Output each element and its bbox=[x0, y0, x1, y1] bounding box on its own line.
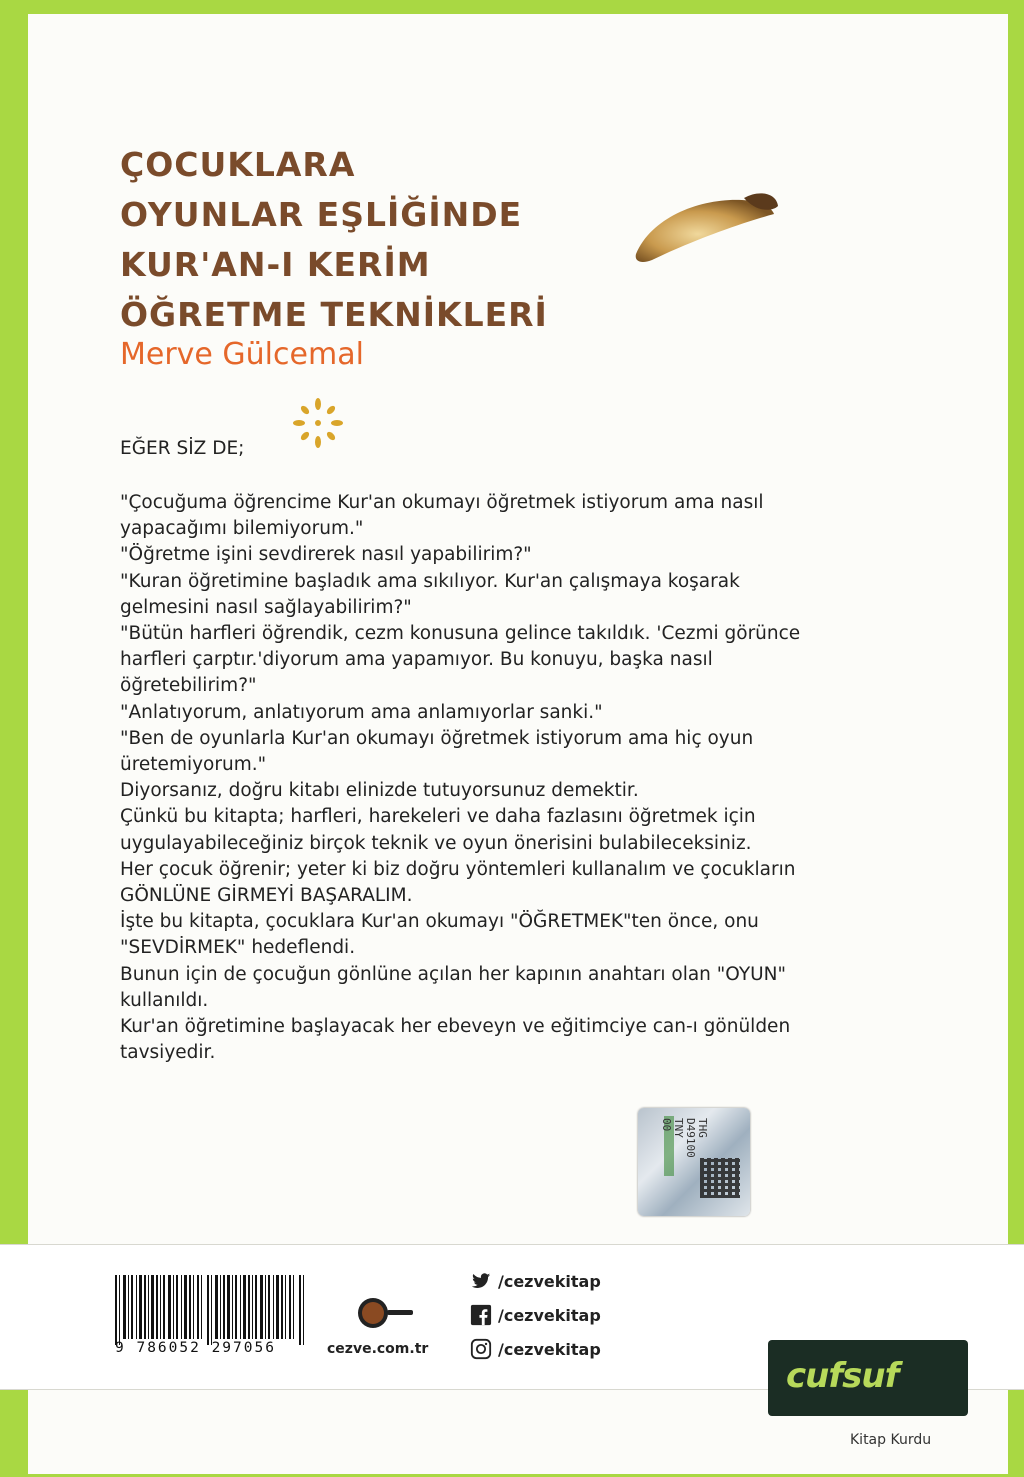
blurb-line: Çünkü bu kitapta; harfleri, harekeleri ve daha fazlasını öğretmek için bbox=[120, 806, 756, 828]
hologram-sticker bbox=[638, 1108, 750, 1216]
blurb-line: gelmesini nasıl sağlayabilirim?" bbox=[120, 596, 412, 618]
blurb-line: "Çocuğuma öğrencime Kur'an okumayı öğretmek istiyorum ama nasıl bbox=[120, 492, 764, 513]
instagram-link[interactable] bbox=[470, 1338, 601, 1360]
blurb-line: uygulayabileceğiniz birçok teknik ve oyun önerisini bulabileceksiniz. bbox=[120, 832, 752, 854]
instagram-handle: /cezvekitap bbox=[498, 1339, 601, 1359]
seed-illustration bbox=[632, 186, 782, 266]
blurb-line: Her çocuk öğrenir; yeter ki biz doğru yöntemleri kullanalım ve çocukların bbox=[120, 858, 796, 880]
publisher-website[interactable]: cezve.com.tr bbox=[327, 1341, 429, 1357]
title-line: ÇOCUKLARA bbox=[120, 145, 356, 184]
title-line: OYUNLAR EŞLİĞİNDE bbox=[120, 195, 523, 234]
author-name: Merve Gülcemal bbox=[120, 337, 364, 372]
facebook-link[interactable] bbox=[470, 1304, 601, 1326]
blurb-line: öğretebilirim?" bbox=[120, 675, 257, 697]
watermark-caption: Kitap Kurdu bbox=[850, 1432, 932, 1448]
blurb-line: "Bütün harfleri öğrendik, cezm konusuna gelince takıldık. 'Cezmi görünce bbox=[120, 623, 801, 645]
blurb-line: "Ben de oyunlarla Kur'an okumayı öğretmek istiyorum ama hiç oyun bbox=[120, 727, 754, 749]
qr-code-icon bbox=[700, 1158, 740, 1198]
blurb-line: "Kuran öğretimine başladık ama sıkılıyor. Kur'an çalışmaya koşarak bbox=[120, 570, 740, 592]
title-line: ÖĞRETME TEKNİKLERİ bbox=[120, 295, 548, 334]
sticker-code: THG D49100 TNY 00 bbox=[660, 1118, 709, 1158]
blurb-line: yapacağımı bilemiyorum." bbox=[120, 518, 364, 540]
cezve-logo-icon bbox=[355, 1295, 417, 1331]
sun-icon bbox=[290, 395, 346, 451]
twitter-link[interactable] bbox=[470, 1270, 601, 1292]
blurb-line: tavsiyedir. bbox=[120, 1042, 216, 1064]
instagram-icon bbox=[470, 1338, 492, 1360]
book-title bbox=[120, 140, 548, 340]
blurb-line: kullanıldı. bbox=[120, 989, 209, 1011]
blurb-line: Diyorsanız, doğru kitabı elinizde tutuyorsunuz demektir. bbox=[120, 780, 639, 802]
twitter-icon bbox=[470, 1270, 492, 1292]
blurb-line: Kur'an öğretimine başlayacak her ebeveyn ve eğitimciye can-ı gönülden bbox=[120, 1016, 791, 1038]
title-line: KUR'AN-I KERİM bbox=[120, 245, 431, 284]
blurb-line: "Öğretme işini sevdirerek nasıl yapabilirim?" bbox=[120, 544, 532, 566]
blurb-line: üretemiyorum." bbox=[120, 754, 267, 776]
blurb-line: Bunun için de çocuğun gönlüne açılan her kapının anahtarı olan "OYUN" bbox=[120, 963, 787, 985]
blurb-line: GÖNLÜNE GİRMEYİ BAŞARALIM. bbox=[120, 885, 413, 907]
isbn-number: 9 786052 297056 bbox=[115, 1340, 276, 1356]
blurb-line: "SEVDİRMEK" hedeflendi. bbox=[120, 937, 356, 959]
facebook-handle: /cezvekitap bbox=[498, 1305, 601, 1325]
blurb-line: harfleri çarptır.'diyorum ama yapamıyor. Bu konuyu, başka nasıl bbox=[120, 649, 713, 671]
blurb-text bbox=[120, 490, 810, 1066]
blurb-line: İşte bu kitapta, çocuklara Kur'an okumayı "ÖĞRETMEK"ten önce, onu bbox=[120, 911, 759, 933]
blurb-line: "Anlatıyorum, anlatıyorum ama anlamıyorlar sanki." bbox=[120, 701, 603, 723]
watermark-brand: cufsuf bbox=[786, 1356, 899, 1396]
blurb-lead: EĞER SİZ DE; bbox=[120, 438, 245, 459]
facebook-icon bbox=[470, 1304, 492, 1326]
twitter-handle: /cezvekitap bbox=[498, 1271, 601, 1291]
